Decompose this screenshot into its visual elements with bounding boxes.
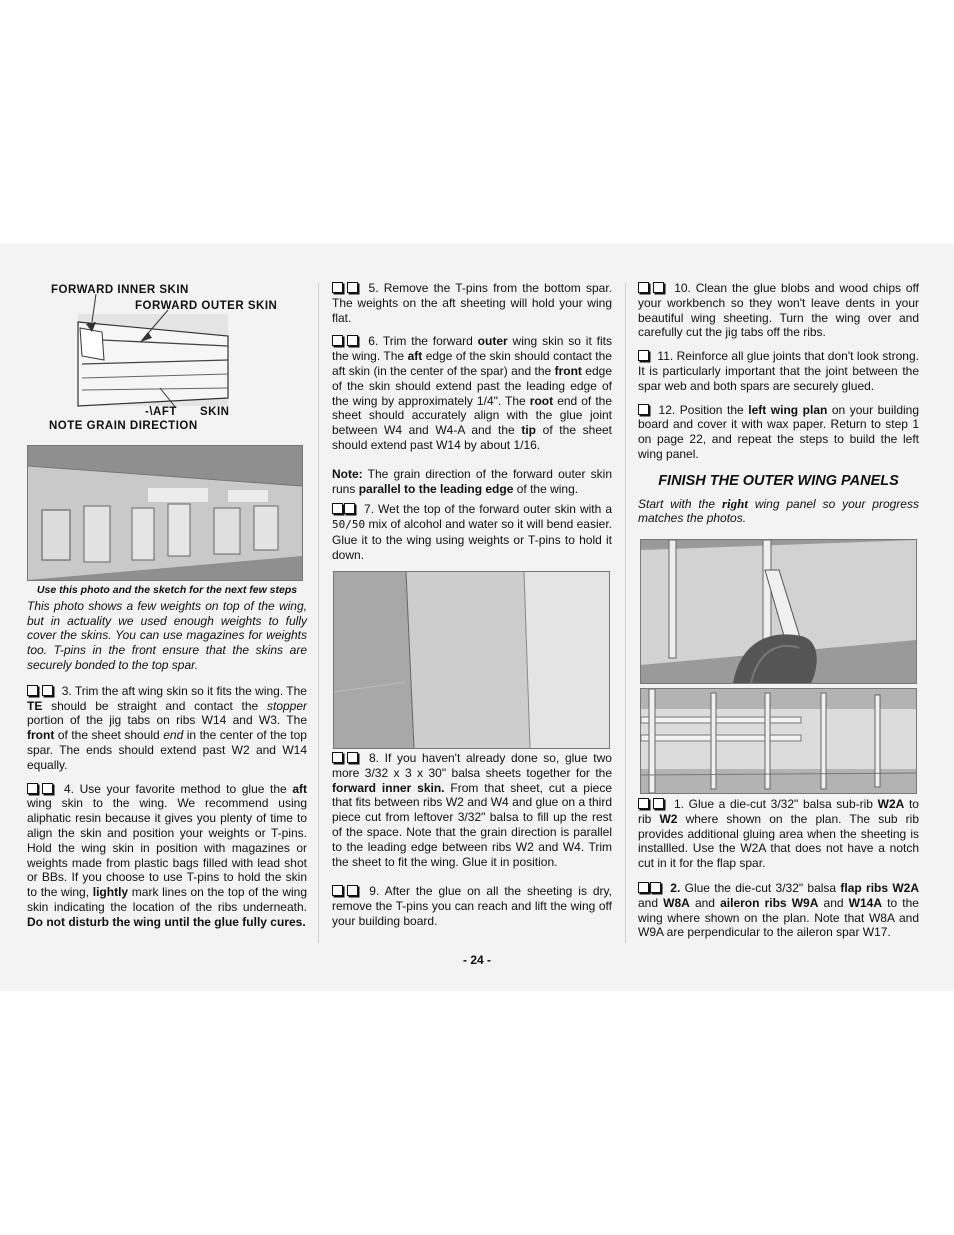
column-3 bbox=[638, 281, 919, 535]
column-divider bbox=[318, 283, 319, 943]
step-8 bbox=[332, 751, 612, 869]
step-number: 7. bbox=[364, 502, 375, 517]
step-bold: tip bbox=[521, 423, 536, 438]
photo-sub-rib bbox=[640, 539, 917, 684]
step-9 bbox=[332, 884, 612, 928]
checkbox[interactable] bbox=[638, 282, 649, 293]
step-7-checkboxes bbox=[332, 502, 356, 517]
checkbox[interactable] bbox=[344, 503, 355, 514]
step-number: 8. bbox=[369, 751, 380, 765]
step-text: mark lines on the top of the wing skin indicating the location of the ribs underneath. bbox=[27, 885, 307, 914]
step-bold: front bbox=[27, 728, 55, 743]
column-2-lower bbox=[332, 751, 612, 938]
step-number: 5. bbox=[368, 281, 379, 295]
step-11-checkboxes bbox=[638, 349, 650, 364]
step-12-checkboxes bbox=[638, 403, 650, 418]
checkbox[interactable] bbox=[347, 335, 358, 346]
step-text: portion of the jig tabs on ribs W14 and W3. The bbox=[27, 713, 307, 728]
checkbox[interactable] bbox=[638, 404, 649, 415]
step-text: Trim the aft wing skin so it fits the wing. The bbox=[74, 683, 307, 698]
step-text: to the wing where shown on the plan. Note that W8A and W9A are perpendicular to the aileron spar W17. bbox=[638, 895, 919, 940]
step-bold: TE bbox=[27, 698, 43, 713]
checkbox[interactable] bbox=[638, 350, 649, 361]
checkbox[interactable] bbox=[42, 685, 53, 696]
photo-weights-on-wing bbox=[27, 445, 303, 581]
step-text: mix of alcohol and water so it will bend easier. Glue it to the wing using weights or T-pins to hold it down. bbox=[332, 517, 612, 562]
checkbox[interactable] bbox=[332, 282, 343, 293]
checkbox[interactable] bbox=[27, 685, 38, 696]
step-text: wing skin so it fits the wing. The bbox=[332, 334, 612, 364]
photo-weights-image bbox=[28, 446, 302, 580]
step-6 bbox=[332, 334, 612, 452]
step-text: and bbox=[823, 895, 844, 910]
step-bold: W14A bbox=[848, 895, 883, 910]
column-divider bbox=[625, 283, 626, 943]
photo-caption-text: This photo shows a few weights on top of the wing, but in actuality we used enough weights to fully cover the skins. You can use magazines for weights too. T-pins in the front ensure that the skins are securely bonded to the top spar. bbox=[27, 598, 307, 672]
step-text: to rib bbox=[638, 797, 919, 826]
step-10 bbox=[638, 281, 919, 340]
step-number: 11. bbox=[657, 349, 674, 364]
step-bold: left wing plan bbox=[748, 402, 828, 417]
step-a2-checkboxes bbox=[638, 881, 662, 896]
step-italic: end bbox=[163, 728, 184, 743]
step-text: Clean the glue blobs and wood chips off your workbench so they won't leave dents in your beautiful wing sheeting. Turn the wing over and carefully cut the jig tabs off the ribs. bbox=[638, 281, 919, 340]
step-3-checkboxes bbox=[27, 684, 54, 699]
step-text: edge of the skin should extend past the leading edge of the wing by approximately 1/4". The bbox=[332, 363, 612, 408]
note-text: of the wing. bbox=[516, 481, 579, 496]
step-text: From that sheet, cut a piece that fits between ribs W2 and W4 and glue on a third piece cut from leftover 3/32" balsa to fill up the rest of the space. Note that the grain direction is parallel to the leading edge between ribs W2 and W4. Trim the sheet to fit the wing. Glue it in position. bbox=[332, 780, 612, 869]
step-bold: W2 bbox=[659, 811, 678, 826]
step-12 bbox=[638, 403, 919, 462]
photo-flap-ribs bbox=[640, 688, 917, 794]
checkbox[interactable] bbox=[27, 783, 38, 794]
column-3-lower bbox=[638, 797, 919, 949]
step-bold: aileron ribs W9A bbox=[720, 895, 819, 910]
step-number: 10. bbox=[674, 281, 691, 295]
step-text: Trim the forward bbox=[382, 334, 473, 349]
step-number: 1. bbox=[674, 797, 685, 811]
label-aft: -\AFT bbox=[145, 406, 177, 418]
step-bold: W2A bbox=[877, 797, 905, 811]
checkbox[interactable] bbox=[638, 798, 649, 809]
step-bold: aft bbox=[407, 349, 423, 364]
intro-text: wing panel so your progress matches the photos. bbox=[638, 496, 919, 526]
step-text: of the sheet should extend past W14 by about 1/16. bbox=[332, 423, 612, 452]
section-intro bbox=[638, 497, 919, 527]
step-text: edge of the skin should contact the aft skin (in the center of the spar) and the bbox=[332, 349, 612, 378]
step-mono: 50/50 bbox=[332, 518, 366, 532]
checkbox[interactable] bbox=[332, 335, 343, 346]
photo-caption-title: Use this photo and the sketch for the next few steps bbox=[36, 584, 298, 596]
checkbox[interactable] bbox=[332, 885, 343, 896]
step-a1 bbox=[638, 797, 919, 871]
column-1 bbox=[27, 583, 307, 939]
step-text: should be straight and contact the bbox=[51, 698, 259, 713]
step-text: If you haven't already done so, glue two more 3/32 x 3 x 30" balsa sheets together for the bbox=[332, 751, 612, 780]
step-bold: Do not disturb the wing until the glue fully cures. bbox=[27, 914, 306, 929]
step-5 bbox=[332, 281, 612, 325]
step-bold: aft bbox=[292, 781, 308, 796]
label-skin: SKIN bbox=[200, 406, 230, 418]
section-title: FINISH THE OUTER WING PANELS bbox=[658, 472, 899, 489]
photo-wing-sheeting bbox=[333, 571, 610, 749]
label-forward-inner-skin: FORWARD INNER SKIN bbox=[51, 284, 189, 296]
step-number: 6. bbox=[368, 334, 379, 349]
step-4-checkboxes bbox=[27, 782, 54, 797]
step-italic: stopper bbox=[266, 698, 308, 713]
note-label: Note: bbox=[332, 466, 363, 481]
step-bold: root bbox=[529, 393, 554, 408]
step-bold: W8A bbox=[663, 895, 690, 910]
step-text: After the glue on all the sheeting is dry, remove the T-pins you can reach and lift the wing off your building board. bbox=[332, 884, 612, 928]
checkbox[interactable] bbox=[653, 282, 664, 293]
step-text: Position the bbox=[679, 402, 744, 417]
checkbox[interactable] bbox=[332, 503, 343, 514]
grain-diagram bbox=[40, 280, 310, 440]
page-number: - 24 - bbox=[462, 953, 491, 967]
note-text: The grain direction of the forward outer skin runs bbox=[332, 466, 612, 496]
step-bold: outer bbox=[477, 334, 508, 349]
photo-sheeting-image bbox=[334, 572, 609, 748]
step-text: in the center of the top spar. The ends should extend past W2 and W14 equally. bbox=[27, 728, 307, 772]
step-bold: front bbox=[554, 363, 582, 378]
step-a2 bbox=[638, 881, 919, 940]
step-9-checkboxes bbox=[332, 884, 359, 899]
checkbox[interactable] bbox=[332, 752, 343, 763]
step-text: Use your favorite method to glue the bbox=[79, 781, 287, 796]
step-bold: lightly bbox=[92, 885, 129, 900]
grain-note bbox=[332, 467, 612, 497]
photo-sub-rib-image bbox=[641, 540, 916, 683]
note-bold: parallel to the leading edge bbox=[358, 481, 514, 496]
step-text: Remove the T-pins from the bottom spar. The weights on the aft sheeting will hold your wing flat. bbox=[332, 281, 612, 325]
intro-bold: right bbox=[721, 495, 748, 511]
step-text: Reinforce all glue joints that don't look strong. It is particularly important that the joint between the spar web and both spars are securely glued. bbox=[638, 349, 919, 393]
step-text: and bbox=[638, 895, 659, 910]
checkbox[interactable] bbox=[653, 798, 664, 809]
step-5-checkboxes bbox=[332, 281, 359, 296]
column-2 bbox=[332, 281, 612, 572]
step-number: 4. bbox=[63, 781, 74, 796]
step-4 bbox=[27, 782, 307, 930]
checkbox[interactable] bbox=[347, 282, 358, 293]
step-text: on your building board and cover it with wax paper. Return to step 1 on page 22, and repeat the steps to build the left wing panel. bbox=[638, 402, 920, 461]
label-forward-outer-skin: FORWARD OUTER SKIN bbox=[135, 300, 278, 312]
step-7 bbox=[332, 502, 612, 562]
label-grain-direction: NOTE GRAIN DIRECTION bbox=[49, 420, 198, 432]
step-number: 12. bbox=[658, 402, 676, 417]
step-10-checkboxes bbox=[638, 281, 665, 296]
step-bold: flap ribs W2A bbox=[840, 880, 919, 895]
step-a1-checkboxes bbox=[638, 797, 665, 812]
checkbox[interactable] bbox=[347, 885, 358, 896]
step-text: wing skin to the wing. We recommend using aliphatic resin because it gives you plenty of time to align the skin and position your weights or T-pins. Hold the wing skin in position with magazines or weights made from plastic bags filled with lead shot or BBs. If you choose to use T-pins to hold the skin to the wing, bbox=[27, 796, 307, 900]
step-number: 3. bbox=[61, 683, 72, 698]
checkbox[interactable] bbox=[650, 882, 661, 893]
step-bold: forward inner skin. bbox=[332, 780, 445, 795]
checkbox[interactable] bbox=[42, 783, 53, 794]
step-text: Wet the top of the forward outer skin with a bbox=[378, 502, 612, 517]
step-11 bbox=[638, 349, 919, 393]
intro-text: Start with the bbox=[638, 496, 716, 511]
step-3 bbox=[27, 684, 307, 773]
step-text: where shown on the plan. The sub rib provides additional gluing area when the sheeting is installled. Use the W2A that does not have a notch cut in it for the flap spar. bbox=[638, 811, 919, 871]
step-text: Glue a die-cut 3/32" balsa sub-rib bbox=[688, 797, 873, 811]
step-text: Glue the die-cut 3/32" balsa bbox=[684, 880, 837, 895]
photo-flap-ribs-image bbox=[641, 689, 916, 793]
step-text: of the sheet should bbox=[57, 728, 160, 743]
step-text: and bbox=[694, 895, 715, 910]
checkbox[interactable] bbox=[347, 752, 358, 763]
step-number: 2. bbox=[670, 880, 681, 895]
step-number: 9. bbox=[369, 884, 380, 899]
checkbox[interactable] bbox=[638, 882, 649, 893]
step-text: end of the sheet should accurately align with the glue joint between W4 and W4-A and the bbox=[332, 393, 612, 438]
step-6-checkboxes bbox=[332, 334, 359, 349]
step-8-checkboxes bbox=[332, 751, 359, 766]
